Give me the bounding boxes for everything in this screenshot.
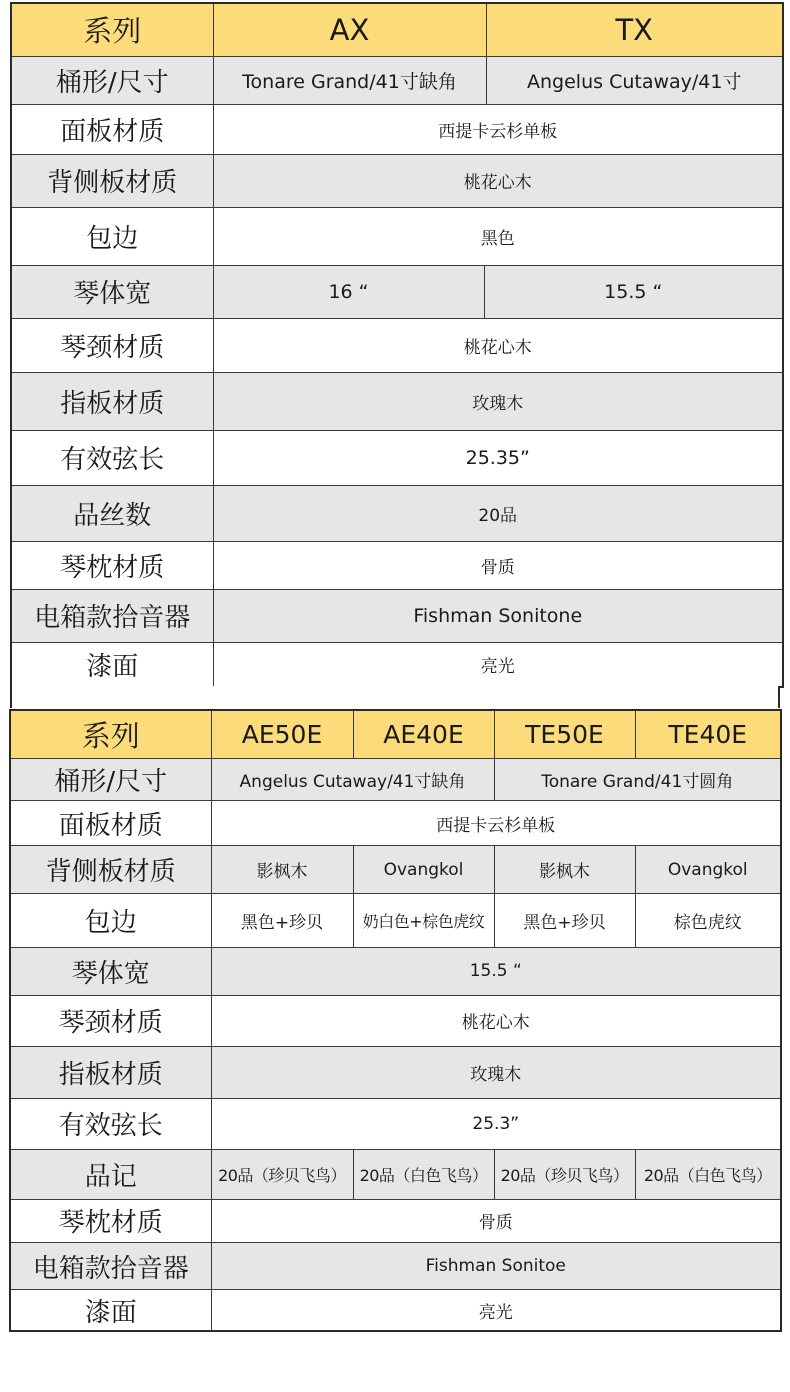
scale-value: 25.3” bbox=[211, 1099, 781, 1149]
fretboard-label: 指板材质 bbox=[11, 372, 213, 430]
back-value-ae40e: Ovangkol bbox=[353, 846, 494, 894]
body-width-ax: 16 “ bbox=[213, 265, 484, 318]
finish-value: 亮光 bbox=[213, 642, 783, 687]
fretboard-label: 指板材质 bbox=[10, 1047, 211, 1099]
frets-value: 20品 bbox=[213, 485, 783, 541]
binding-value-te40e: 棕色虎纹 bbox=[635, 894, 781, 947]
row-saddle bbox=[11, 541, 783, 589]
saddle-label: 琴枕材质 bbox=[11, 541, 213, 589]
model-te50e: TE50E bbox=[494, 710, 635, 758]
scale-value: 25.35” bbox=[213, 430, 783, 485]
shape-tx-value: Angelus Cutaway/41寸 bbox=[486, 56, 783, 104]
series-label: 系列 bbox=[11, 3, 213, 56]
spec-table-ae-te bbox=[9, 709, 782, 1332]
row-finish bbox=[10, 1290, 781, 1331]
row-top bbox=[10, 800, 781, 845]
spec-table-ax-tx bbox=[10, 2, 784, 688]
shape-te-value: Tonare Grand/41寸圆角 bbox=[494, 758, 781, 800]
model-te40e: TE40E bbox=[635, 710, 781, 758]
inlay-label: 品记 bbox=[10, 1149, 211, 1199]
neck-label: 琴颈材质 bbox=[11, 318, 213, 372]
inlay-value-te40e: 20品（白色飞鸟） bbox=[635, 1149, 781, 1199]
frets-label: 品丝数 bbox=[11, 485, 213, 541]
model-ae40e: AE40E bbox=[353, 710, 494, 758]
binding-label: 包边 bbox=[10, 894, 211, 947]
inlay-value-te50e: 20品（珍贝飞鸟） bbox=[494, 1149, 635, 1199]
finish-label: 漆面 bbox=[11, 642, 213, 687]
inlay-value-ae50e: 20品（珍贝飞鸟） bbox=[211, 1149, 353, 1199]
fretboard-value: 玫瑰木 bbox=[213, 372, 783, 430]
row-shape bbox=[11, 56, 783, 104]
shape-ae-value: Angelus Cutaway/41寸缺角 bbox=[211, 758, 494, 800]
row-body-width bbox=[11, 265, 783, 318]
saddle-value: 骨质 bbox=[211, 1199, 781, 1242]
top-label: 面板材质 bbox=[11, 104, 213, 154]
back-value: 桃花心木 bbox=[213, 154, 783, 207]
row-inlay bbox=[10, 1149, 781, 1199]
scale-label: 有效弦长 bbox=[11, 430, 213, 485]
series-label: 系列 bbox=[10, 710, 211, 758]
row-scale bbox=[10, 1099, 781, 1149]
row-pickup bbox=[10, 1242, 781, 1289]
binding-label: 包边 bbox=[11, 207, 213, 265]
pickup-label: 电箱款拾音器 bbox=[11, 589, 213, 642]
row-frets bbox=[11, 485, 783, 541]
row-pickup bbox=[11, 589, 783, 642]
body-width-tx: 15.5 “ bbox=[484, 265, 783, 318]
row-saddle bbox=[10, 1199, 781, 1242]
finish-label: 漆面 bbox=[10, 1290, 211, 1331]
inlay-value-ae40e: 20品（白色飞鸟） bbox=[353, 1149, 494, 1199]
pickup-value: Fishman Sonitone bbox=[213, 589, 783, 642]
row-back bbox=[11, 154, 783, 207]
binding-value-ae50e: 黑色+珍贝 bbox=[211, 894, 353, 947]
top-value: 西提卡云杉单板 bbox=[213, 104, 783, 154]
neck-label: 琴颈材质 bbox=[10, 995, 211, 1046]
shape-ax-value: Tonare Grand/41寸缺角 bbox=[213, 56, 486, 104]
binding-value-te50e: 黑色+珍贝 bbox=[494, 894, 635, 947]
finish-value: 亮光 bbox=[211, 1290, 781, 1331]
header-row bbox=[11, 3, 783, 56]
table-separator bbox=[10, 686, 780, 708]
pickup-value: Fishman Sonitoe bbox=[211, 1242, 781, 1289]
row-shape bbox=[10, 758, 781, 800]
model-tx: TX bbox=[486, 3, 783, 56]
neck-value: 桃花心木 bbox=[211, 995, 781, 1046]
row-binding bbox=[11, 207, 783, 265]
shape-label: 桶形/尺寸 bbox=[11, 56, 213, 104]
fretboard-value: 玫瑰木 bbox=[211, 1047, 781, 1099]
row-top bbox=[11, 104, 783, 154]
scale-label: 有效弦长 bbox=[10, 1099, 211, 1149]
back-value-te40e: Ovangkol bbox=[635, 846, 781, 894]
row-binding bbox=[10, 894, 781, 947]
row-neck bbox=[11, 318, 783, 372]
row-finish bbox=[11, 642, 783, 687]
neck-value: 桃花心木 bbox=[213, 318, 783, 372]
top-value: 西提卡云杉单板 bbox=[211, 800, 781, 845]
pickup-label: 电箱款拾音器 bbox=[10, 1242, 211, 1289]
back-label: 背侧板材质 bbox=[10, 846, 211, 894]
row-back bbox=[10, 846, 781, 894]
row-scale bbox=[11, 430, 783, 485]
row-neck bbox=[10, 995, 781, 1046]
body-width-label: 琴体宽 bbox=[11, 265, 213, 318]
model-ae50e: AE50E bbox=[211, 710, 353, 758]
binding-value-ae40e: 奶白色+棕色虎纹 bbox=[353, 894, 494, 947]
row-fretboard bbox=[11, 372, 783, 430]
body-width-value: 15.5 “ bbox=[211, 947, 781, 995]
top-label: 面板材质 bbox=[10, 800, 211, 845]
back-label: 背侧板材质 bbox=[11, 154, 213, 207]
header-row bbox=[10, 710, 781, 758]
back-value-te50e: 影枫木 bbox=[494, 846, 635, 894]
model-ax: AX bbox=[213, 3, 486, 56]
binding-value: 黑色 bbox=[213, 207, 783, 265]
saddle-value: 骨质 bbox=[213, 541, 783, 589]
body-width-label: 琴体宽 bbox=[10, 947, 211, 995]
shape-label: 桶形/尺寸 bbox=[10, 758, 211, 800]
row-fretboard bbox=[10, 1047, 781, 1099]
saddle-label: 琴枕材质 bbox=[10, 1199, 211, 1242]
row-body-width bbox=[10, 947, 781, 995]
back-value-ae50e: 影枫木 bbox=[211, 846, 353, 894]
